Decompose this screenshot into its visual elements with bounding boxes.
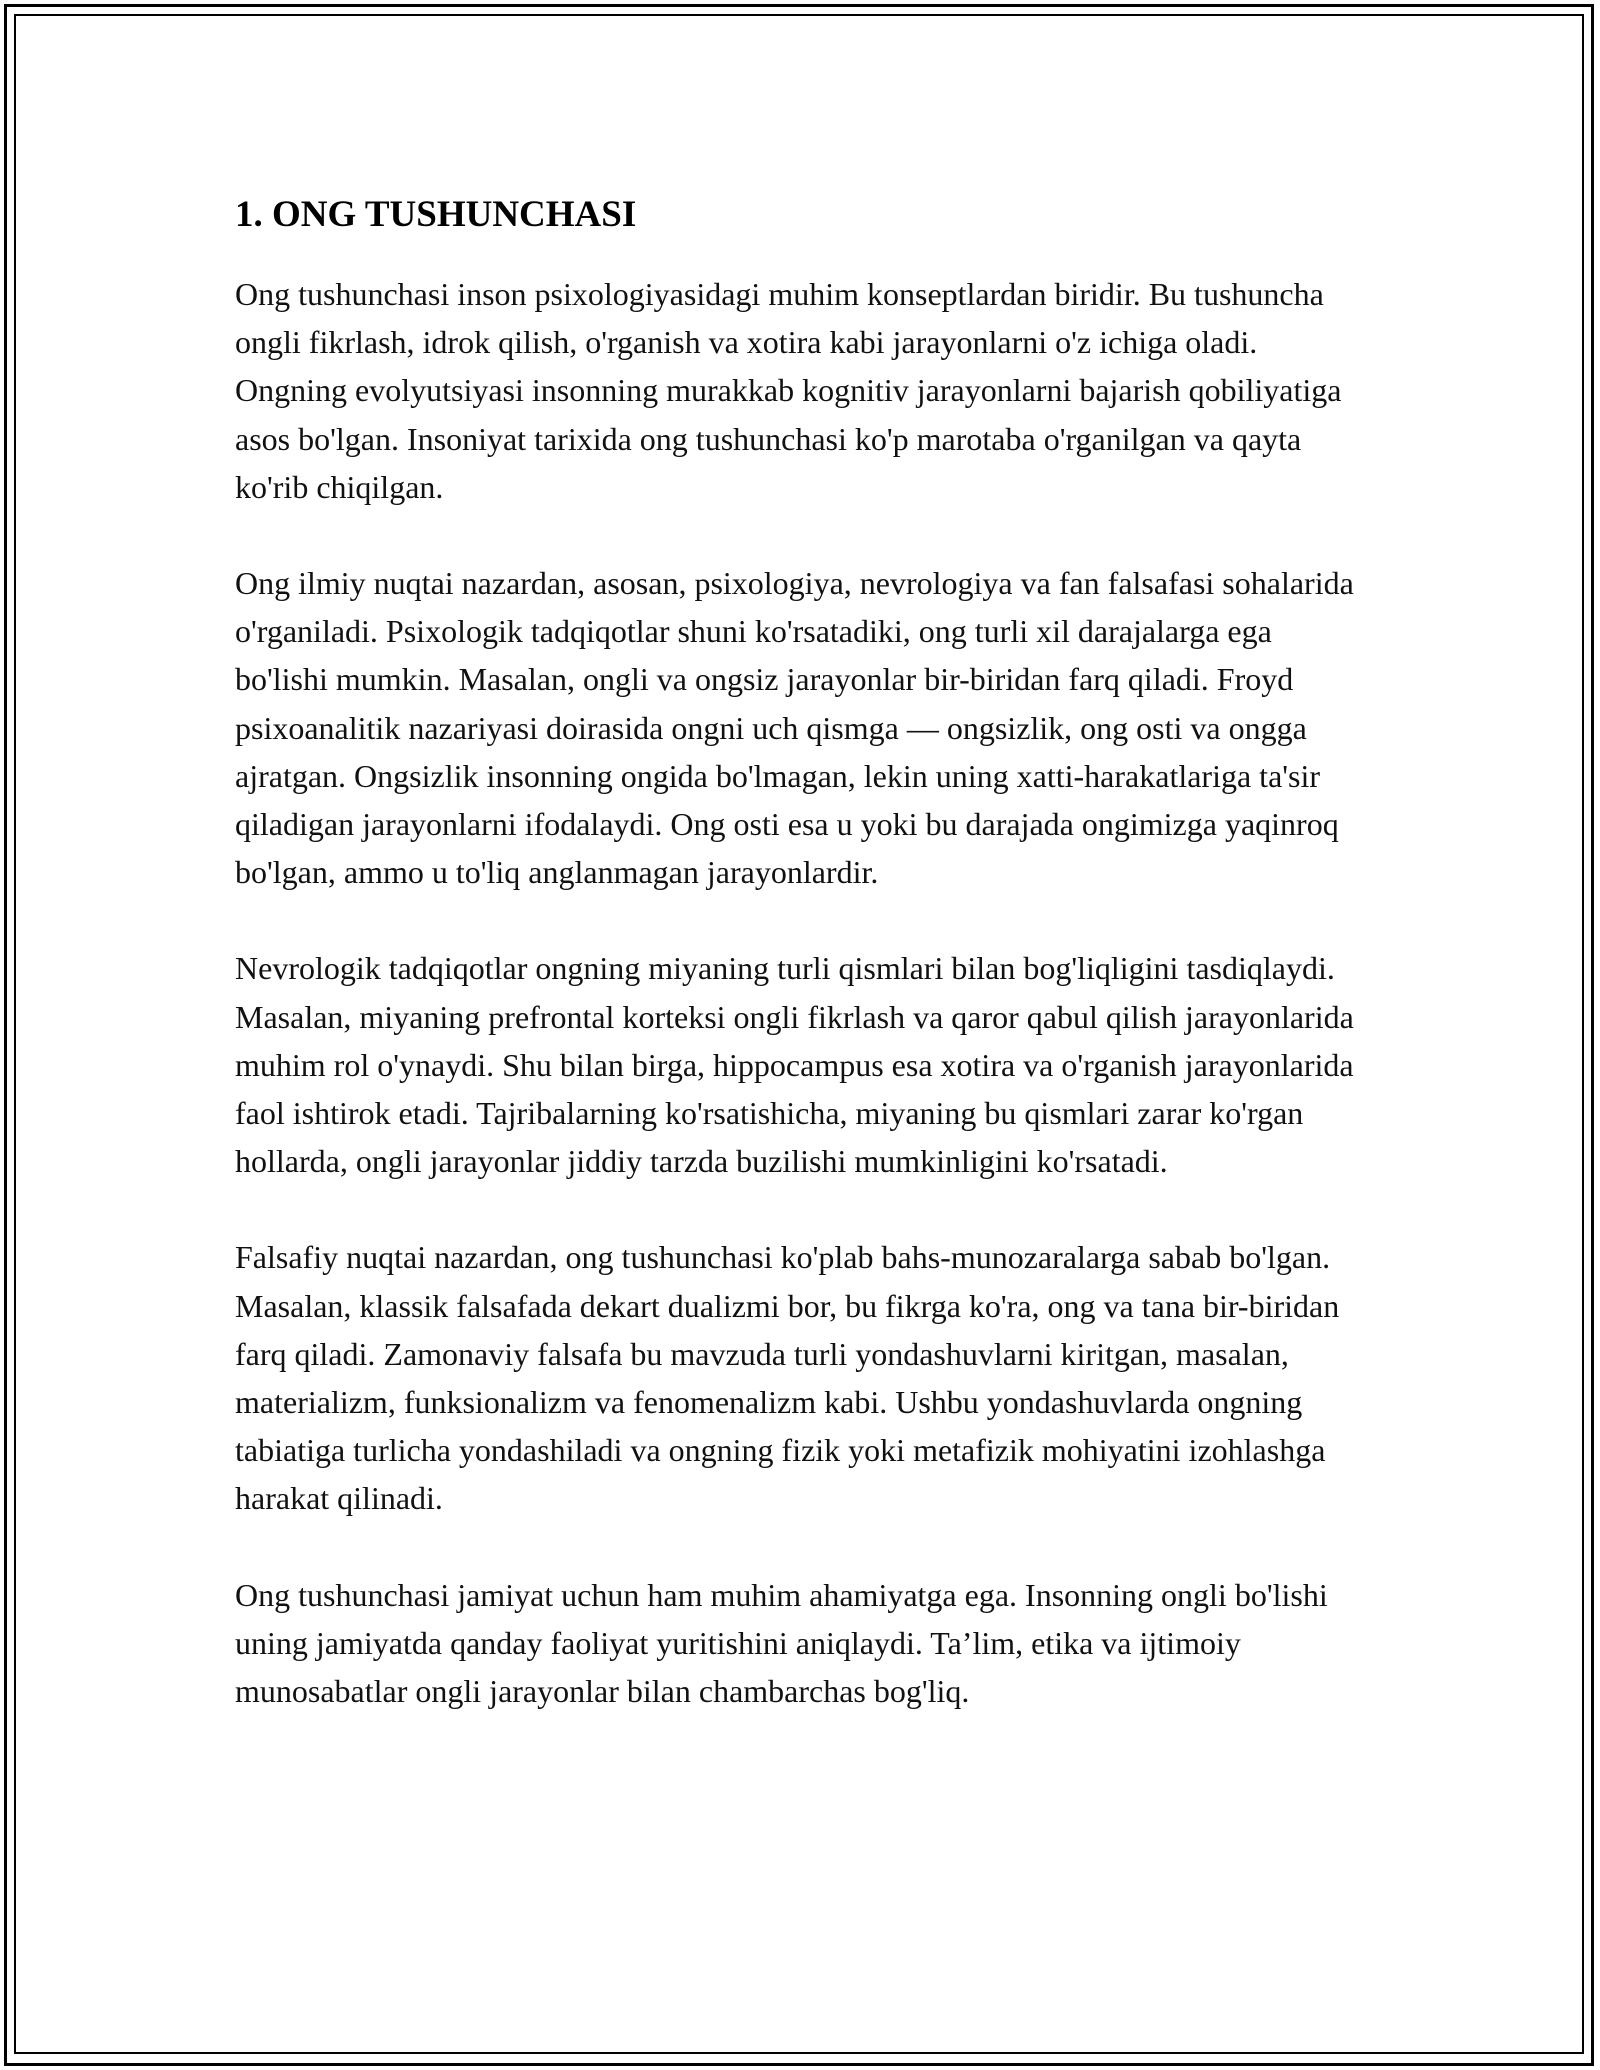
paragraph-4: Falsafiy nuqtai nazardan, ong tushunchasi ko'plab bahs-munozaralarga sabab bo'lgan. Masalan, klassik falsafada dekart dualizmi bor, bu fikrga ko'ra, ong va tana bir-biridan farq qiladi. Zamonaviy falsafa bu mavzuda turli yondashuvlarni kiritgan, masalan, materializm, funksionalizm va fenomenalizm kabi. Ushbu yondashuvlarda ongning tabiatiga turlicha yondashiladi va ongning fizik yoki metafizik mohiyatini izohlashga harakat qilinadi. xyxy=(235,1239,1340,1517)
section-title: 1. ONG TUSHUNCHASI xyxy=(235,194,637,235)
document-body xyxy=(235,188,1370,1763)
paragraph-1: Ong tushunchasi inson psixologiyasidagi muhim konseptlardan biridir. Bu tushuncha ongli fikrlash, idrok qilish, o'rganish va xotira kabi jarayonlarni o'z ichiga oladi. Ongning evolyutsiyasi insonning murakkab kognitiv jarayonlarni bajarish qobiliyatiga asos bo'lgan. Insoniyat tarixida ong tushunchasi ko'p marotaba o'rganilgan va qayta ko'rib chiqilgan. xyxy=(235,276,1342,505)
paragraph-5: Ong tushunchasi jamiyat uchun ham muhim ahamiyatga ega. Insonning ongli bo'lishi uning jamiyatda qanday faoliyat yuritishini aniqlaydi. Ta’lim, etika va ijtimoiy munosabatlar ongli jarayonlar bilan chambarchas bog'liq. xyxy=(235,1576,1328,1710)
paragraph-2: Ong ilmiy nuqtai nazardan, asosan, psixologiya, nevrologiya va fan falsafasi sohalarida o'rganiladi. Psixologik tadqiqotlar shuni ko'rsatadiki, ong turli xil darajalarga ega bo'lishi mumkin. Masalan, ongli va ongsiz jarayonlar bir-biridan farq qiladi. Froyd psixoanalitik nazariyasi doirasida ongni uch qismga — ongsizlik, ong osti va ongga ajratgan. Ongsizlik insonning ongida bo'lmagan, lekin uning xatti-harakatlariga ta'sir qiladigan jarayonlarni ifodalaydi. Ong osti esa u yoki bu darajada ongimizga yaqinroq bo'lgan, ammo u to'liq anglanmagan jarayonlardir. xyxy=(235,565,1354,891)
paragraph-3: Nevrologik tadqiqotlar ongning miyaning turli qismlari bilan bog'liqligini tasdiqlaydi. Masalan, miyaning prefrontal korteksi ongli fikrlash va qaror qabul qilish jarayonlarida muhim rol o'ynaydi. Shu bilan birga, hippocampus esa xotira va o'rganish jarayonlarida faol ishtirok etadi. Tajribalarning ko'rsatishicha, miyaning bu qismlari zarar ko'rgan hollarda, ongli jarayonlar jiddiy tarzda buzilishi mumkinligini ko'rsatadi. xyxy=(235,950,1354,1180)
